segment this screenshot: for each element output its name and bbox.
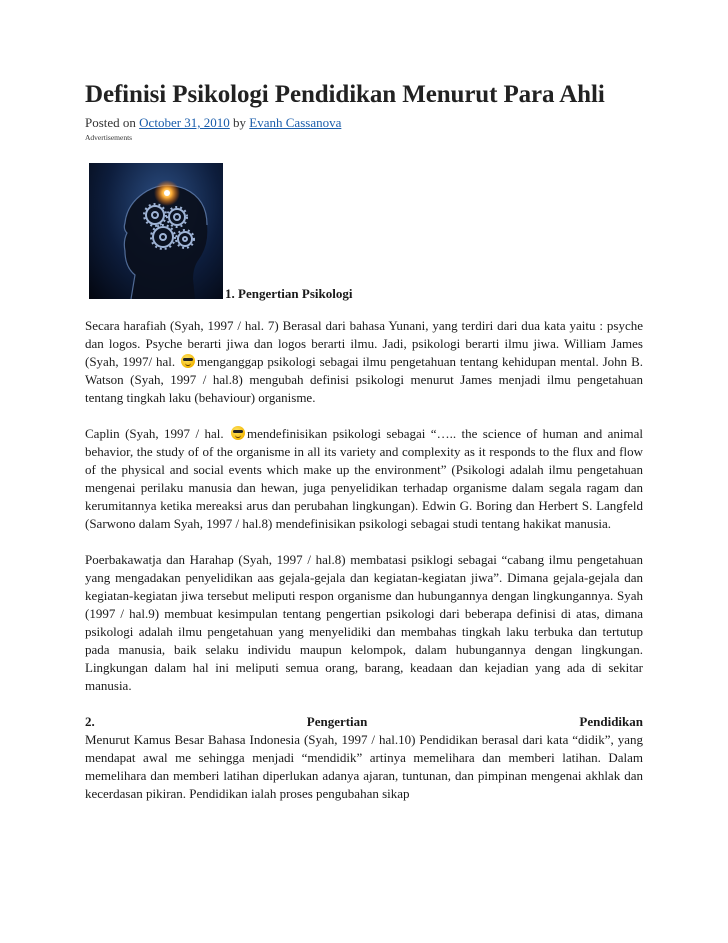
section2-number: 2.	[85, 714, 95, 729]
article	[85, 78, 643, 803]
by-label: by	[233, 115, 247, 130]
cool-smiley-icon	[181, 354, 195, 368]
p2-part-b: mendefinisikan psikologi sebagai “….. the science of human and animal behavior, the study of of the organisme in all its variety and complexity as it responds to the flux and flow of the physical and social events which make up the environment” (Psikologi adalah ilmu pengetahuan mengenai perilaku manusia dan hewan, juga penyelidikan terhadap organisme dalam segala ragam dan kerumitannya ketika mereaksi arus dan perubahan lingkungan). Edwin G. Boring dan Herbert S. Langfeld (Sarwono dalam Syah, 1997 / hal.8) mendefinisikan psikologi sebagai studi tentang hakikat manusia.	[85, 426, 644, 531]
section1-paragraph-3: Poerbakawatja dan Harahap (Syah, 1997 / hal.8) membatasi psiklogi sebagai “cabang ilmu pengetahuan yang mengadakan penyelidikan aas gejala-gejala dan kegiatan-kegiatan jiwa”. Dimana gejala-gejala dan kegiatan-kegiatan jiwa tersebut meliputi respon organisme dan hubungannya dengan lingkungannya. Syah (1997 / hal.9) membuat kesimpulan tentang pengertian psikologi dari beberapa definisi di atas, dimana psikologi adalah ilmu pengetahuan yang menyelidiki dan membahas tingkah laku terbuka dan tertutup pada manusia, baik selaku individu maupun kelompok, dalam hubungannya dengan lingkungan. Lingkungan dalam hal ini meliputi semua orang, barang, keadaan dan kejadian yang ada di sekitar manusia.	[85, 552, 643, 693]
post-title: Definisi Psikologi Pendidikan Menurut Para Ahli	[85, 81, 605, 108]
p1-part-b: menganggap psikologi sebagai ilmu pengetahuan tentang kehidupan mental. John B. Watson (Syah, 1997 / hal.8) mengubah definisi psikologi menurut James menjadi ilmu pengetahuan tentang tingkah laku (behaviour) organisme.	[85, 354, 643, 405]
ads-label: Advertisements	[85, 133, 133, 142]
post-meta	[85, 115, 643, 131]
author-link[interactable]: Evanh Cassanova	[249, 115, 342, 130]
section1-heading: 1. Pengertian Psikologi	[225, 286, 353, 301]
head-gears-image	[89, 163, 223, 299]
section2-heading	[85, 713, 643, 731]
post-date-link[interactable]: October 31, 2010	[139, 115, 230, 130]
figure-row	[85, 163, 643, 299]
cool-smiley-icon	[231, 426, 245, 440]
section2-word2: Pendidikan	[579, 714, 643, 729]
section1-paragraph-2	[85, 425, 643, 533]
p1-part-a: Secara harafiah (Syah, 1997 / hal. 7) Berasal dari bahasa Yunani, yang terdiri dari dua kata yaitu : psyche dan logos. Psyche berarti jiwa dan logos berarti ilmu. Jadi, psikologi berarti ilmu jiwa. William James (Syah, 1997/ hal.	[85, 318, 643, 369]
section1-paragraph-1	[85, 317, 643, 407]
posted-on-label: Posted on	[85, 115, 136, 130]
p2-part-a: Caplin (Syah, 1997 / hal.	[85, 426, 224, 441]
section2-word1: Pengertian	[306, 714, 368, 729]
section2-paragraph-1: Menurut Kamus Besar Bahasa Indonesia (Syah, 1997 / hal.10) Pendidikan berasal dari kata “didik”, yang mendapat awal me sehingga menjadi “mendidik” artinya memelihara dan memberi latihan. Dalam memelihara dan memberi latihan diperlukan adanya ajaran, tuntunan, dan pimpinan mengenai akhlak dan kecerdasan pikiran. Pendidikan ialah proses pengubahan sikap	[85, 732, 643, 801]
